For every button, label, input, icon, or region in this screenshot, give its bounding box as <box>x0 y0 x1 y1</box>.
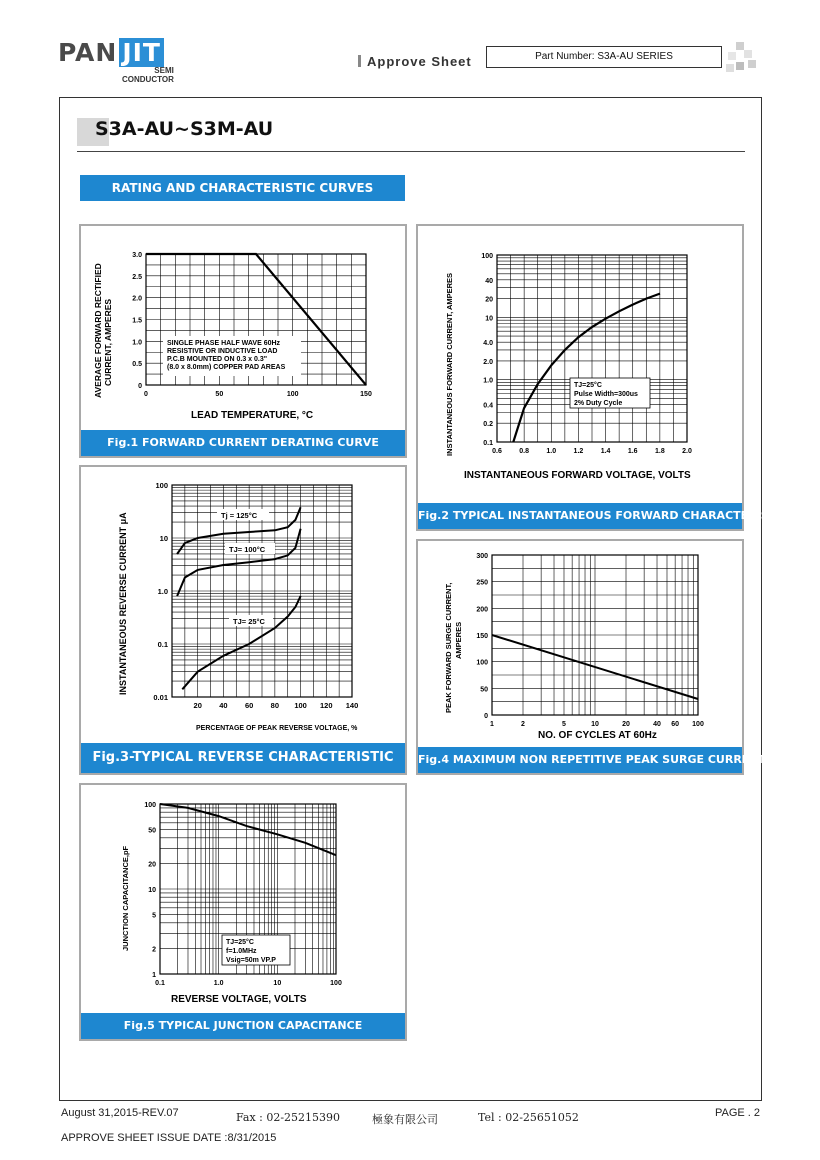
section-banner: RATING AND CHARACTERISTIC CURVES <box>80 175 405 201</box>
fig1-note2: RESISTIVE OR INDUCTIVE LOAD <box>167 348 278 355</box>
y-tick-label: 100 <box>144 802 156 809</box>
y-tick-label: 100 <box>481 253 493 260</box>
fig4-chart <box>418 541 742 745</box>
x-tick-label: 0.8 <box>519 448 530 455</box>
fig2-ylabel: INSTANTANEOUS FORWARD CURRENT, AMPERES <box>445 272 454 456</box>
logo-sub-line2: CONDUCTOR <box>122 75 174 84</box>
fig3-label-100: TJ= 100°C <box>229 545 266 554</box>
x-tick-label: 10 <box>591 721 599 728</box>
fig1-caption: Fig.1 FORWARD CURRENT DERATING CURVE <box>81 430 405 456</box>
x-tick-label: 140 <box>345 701 359 710</box>
y-tick-label: 1.0 <box>483 377 493 385</box>
approve-sheet-label <box>358 54 472 69</box>
y-tick-label: 2.0 <box>483 358 493 366</box>
x-tick-label: 60 <box>244 701 254 710</box>
fig5-ylabel: JUNCTION CAPACITANCE,pF <box>121 845 130 951</box>
fig5-panel <box>79 783 407 1041</box>
x-tick-label: 120 <box>320 701 333 710</box>
title-rule <box>77 151 745 152</box>
y-tick-label: 50 <box>480 686 488 694</box>
fig2-chart <box>418 226 742 503</box>
y-tick-label: 0.01 <box>153 693 168 702</box>
y-tick-label: 2.5 <box>132 273 142 281</box>
logo <box>58 38 164 67</box>
y-tick-label: 300 <box>476 553 488 560</box>
fig2-note2: Pulse Width=300us <box>574 391 638 398</box>
x-tick-label: 60 <box>671 721 680 728</box>
fig3-label-25: TJ= 25°C <box>233 617 265 626</box>
x-tick-label: 5 <box>562 721 566 728</box>
fig3-chart <box>81 467 405 743</box>
fig3-xlabel: PERCENTAGE OF PEAK REVERSE VOLTAGE, % <box>196 725 358 732</box>
y-tick-label: 1.0 <box>157 587 168 596</box>
footer-fax: Fax : 02-25215390 <box>236 1111 341 1124</box>
y-tick-label: 0 <box>138 383 142 390</box>
y-tick-label: 1 <box>152 972 156 979</box>
fig1-xlabel: LEAD TEMPERATURE, °C <box>191 410 314 421</box>
fig4-ylabel1: PEAK FORWARD SURGE CURRENT, <box>444 582 453 713</box>
y-tick-label: 0.2 <box>483 421 493 429</box>
fig3-panel <box>79 465 407 775</box>
x-tick-label: 20 <box>622 721 630 728</box>
x-tick-label: 2.0 <box>682 448 692 455</box>
fig2-caption: Fig.2 TYPICAL INSTANTANEOUS FORWARD CHARACTERISTICS <box>418 503 742 529</box>
x-tick-label: 100 <box>286 391 299 398</box>
x-tick-label: 100 <box>692 721 704 728</box>
x-tick-label: 0.1 <box>155 980 165 987</box>
y-tick-label: 3.0 <box>132 252 142 259</box>
y-tick-label: 1.0 <box>132 339 142 347</box>
y-tick-label: 10 <box>159 534 168 543</box>
x-tick-label: 1.2 <box>573 448 584 455</box>
y-tick-label: 0 <box>484 713 488 720</box>
y-tick-label: 10 <box>148 887 156 894</box>
y-tick-label: 2.0 <box>132 295 142 303</box>
y-tick-label: 5 <box>152 912 156 920</box>
fig1-chart <box>81 226 405 430</box>
x-tick-label: 0 <box>144 391 148 398</box>
logo-pan: PAN <box>58 38 118 67</box>
y-tick-label: 0.5 <box>132 361 142 369</box>
footer-tel: Tel : 02-25651052 <box>478 1111 579 1124</box>
fig2-xlabel: INSTANTANEOUS FORWARD VOLTAGE, VOLTS <box>464 470 691 481</box>
x-tick-label: 20 <box>193 701 202 710</box>
fig2-series-line <box>513 294 660 442</box>
y-tick-label: 4.0 <box>483 340 493 348</box>
x-tick-label: 100 <box>294 701 307 710</box>
x-tick-label: 40 <box>219 701 228 710</box>
fig3-caption: Fig.3-TYPICAL REVERSE CHARACTERISTIC <box>81 743 405 773</box>
fig3-ylabel: INSTANTANEOUS REVERSE CURRENT μA <box>118 512 128 695</box>
x-tick-label: 100 <box>330 980 342 987</box>
fig5-chart <box>81 785 405 1013</box>
footer-issue-date: APPROVE SHEET ISSUE DATE :8/31/2015 <box>61 1132 277 1144</box>
logo-sub-line1: SEMI <box>154 66 174 75</box>
part-number-box: Part Number: S3A-AU SERIES <box>486 46 722 68</box>
y-tick-label: 40 <box>485 277 493 285</box>
fig2-note3: 2% Duty Cycle <box>574 400 623 407</box>
x-tick-label: 2 <box>521 721 525 728</box>
fig3-label-125: Tj = 125°C <box>221 511 258 520</box>
x-tick-label: 50 <box>215 391 224 398</box>
x-tick-label: 10 <box>273 980 282 987</box>
fig4-caption: Fig.4 MAXIMUM NON REPETITIVE PEAK SURGE CURRENT <box>418 747 742 773</box>
y-tick-label: 0.4 <box>483 402 493 410</box>
page-title: S3A-AU~S3M-AU <box>95 118 274 140</box>
y-tick-label: 100 <box>476 659 488 667</box>
fig5-note1: TJ=25°C <box>226 939 254 946</box>
y-tick-label: 10 <box>485 315 493 323</box>
fig4-xlabel: NO. OF CYCLES AT 60Hz <box>538 730 657 741</box>
fig1-ylabel1: AVERAGE FORWARD RECTIFIED <box>93 263 103 398</box>
y-tick-label: 50 <box>148 827 156 835</box>
y-tick-label: 100 <box>155 481 168 490</box>
footer-company: 極象有限公司 <box>372 1113 438 1126</box>
footer-page: PAGE . 2 <box>715 1107 761 1119</box>
y-tick-label: 20 <box>485 296 493 304</box>
fig4-ylabel2: AMPERES <box>454 621 463 659</box>
x-tick-label: 1.0 <box>546 448 557 455</box>
y-tick-label: 2 <box>152 946 156 954</box>
x-tick-label: 1 <box>490 721 494 728</box>
y-tick-label: 200 <box>476 606 488 614</box>
fig3-series-25 <box>182 596 300 689</box>
x-tick-label: 1.0 <box>213 980 224 987</box>
logo-subtitle <box>122 66 174 84</box>
fig1-note3: P.C.B MOUNTED ON 0.3 x 0.3" <box>167 356 268 363</box>
y-tick-label: 1.5 <box>132 317 142 325</box>
x-tick-label: 0.6 <box>492 448 502 455</box>
logo-jit: JIT <box>119 38 164 67</box>
y-tick-label: 20 <box>148 861 156 869</box>
fig2-note1: TJ=25°C <box>574 382 602 389</box>
y-tick-label: 150 <box>476 633 488 640</box>
y-tick-label: 0.1 <box>483 440 493 447</box>
fig5-caption: Fig.5 TYPICAL JUNCTION CAPACITANCE <box>81 1013 405 1039</box>
fig5-xlabel: REVERSE VOLTAGE, VOLTS <box>171 994 307 1005</box>
x-tick-label: 1.4 <box>600 448 611 455</box>
fig1-ylabel2: CURRENT, AMPERES <box>103 298 113 386</box>
x-tick-label: 40 <box>653 721 661 728</box>
x-tick-label: 80 <box>270 701 280 710</box>
fig4-panel <box>416 539 767 775</box>
approve-sheet-text: Approve Sheet <box>367 54 472 69</box>
fig5-note2: f=1.0MHz <box>226 948 257 955</box>
fig1-note1: SINGLE PHASE HALF WAVE 60Hz <box>167 340 281 347</box>
y-tick-label: 0.1 <box>157 640 168 649</box>
y-tick-label: 250 <box>476 579 488 587</box>
fig5-note3: Vsig=50m VP.P <box>226 957 276 964</box>
fig1-panel <box>79 224 407 458</box>
fig1-note4: (8.0 x 8.0mm) COPPER PAD AREAS <box>167 364 286 371</box>
x-tick-label: 1.6 <box>627 448 638 455</box>
x-tick-label: 1.8 <box>654 448 665 455</box>
fig2-panel <box>416 224 797 531</box>
footer-date-rev: August 31,2015-REV.07 <box>61 1107 179 1119</box>
x-tick-label: 150 <box>360 391 372 398</box>
